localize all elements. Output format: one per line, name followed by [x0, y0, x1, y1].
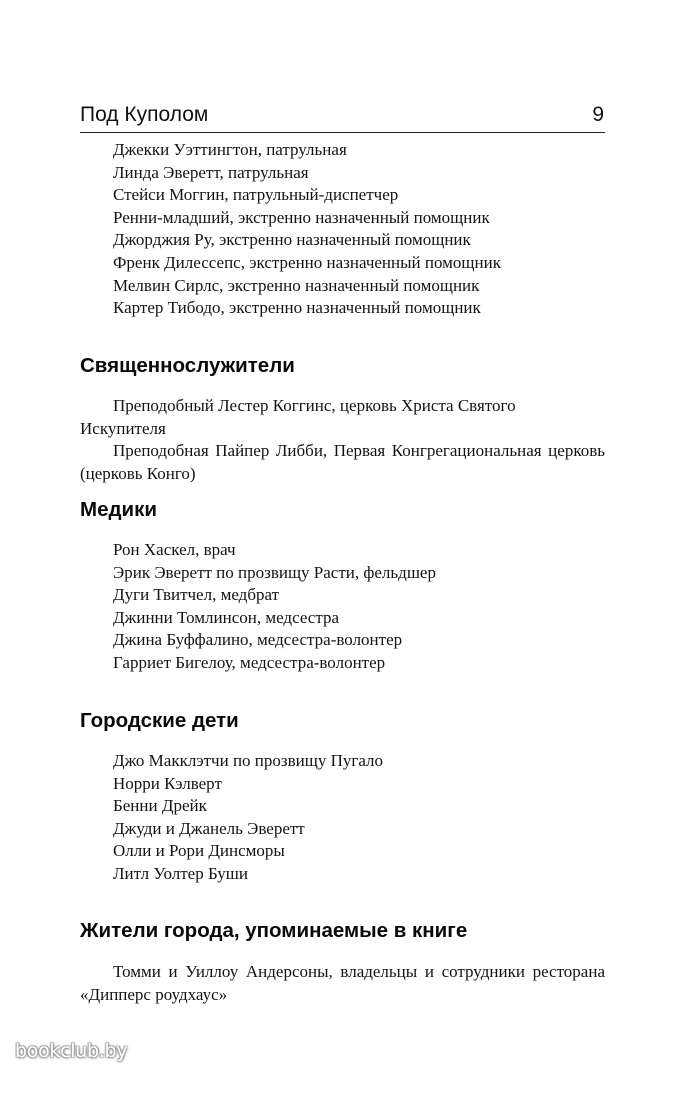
list-item: Джинни Томлинсон, медсестра [113, 607, 340, 627]
list-item: Линда Эверетт, патрульная [113, 162, 309, 182]
list-item: Джекки Уэттингтон, патрульная [113, 140, 347, 159]
list-item: Джо Макклэтчи по прозвищу Пугало [113, 751, 384, 770]
list-item: Преподобный Лестер Коггинс, церковь Христа Святого Искупителя [80, 396, 516, 438]
list-item: Джорджия Ру, экстренно назначенный помощник [113, 230, 471, 250]
medics-list [80, 539, 605, 675]
section-heading-clergy: Священнослужители [80, 354, 295, 377]
list-item: Стейси Моггин, патрульный-диспетчер [113, 185, 399, 205]
list-item: Рон Хаскел, врач [113, 540, 236, 559]
list-item: Преподобная Пайпер Либби, Первая Конгрегациональная церковь (церковь Конго) [80, 441, 605, 483]
list-item: Джина Буффалино, медсестра-волонтер [113, 630, 403, 650]
police-list [80, 139, 605, 320]
list-item: Джуди и Джанель Эверетт [113, 818, 305, 838]
list-item: Ренни-младший, экстренно назначенный помощник [113, 207, 490, 227]
town-kids-list [80, 750, 605, 886]
watermark: bookclub.by [15, 1040, 128, 1062]
list-item: Мелвин Сирлс, экстренно назначенный помощник [113, 275, 480, 295]
page-number: 9 [592, 103, 604, 126]
list-item: Олли и Рори Динсморы [113, 841, 285, 861]
list-item: Картер Тибодо, экстренно назначенный помощник [113, 298, 481, 318]
section-heading-town-kids: Городские дети [80, 709, 239, 732]
list-item: Норри Кэлверт [113, 773, 222, 793]
list-item: Френк Дилессепс, экстренно назначенный помощник [113, 252, 501, 272]
list-item: Томми и Уиллоу Андерсоны, владельцы и сотрудники ресторана «Дипперс роудхаус» [80, 962, 605, 1004]
townspeople-list [80, 961, 605, 1006]
list-item: Бенни Дрейк [113, 796, 207, 816]
section-heading-medics: Медики [80, 498, 157, 521]
clergy-list [80, 395, 605, 485]
section-heading-townspeople: Жители города, упоминаемые в книге [80, 919, 468, 942]
running-head [80, 100, 605, 133]
list-item: Литл Уолтер Буши [113, 863, 248, 883]
list-item: Гарриет Бигелоу, медсестра-волонтер [113, 652, 386, 672]
book-title: Под Куполом [80, 103, 209, 126]
book-page [80, 0, 605, 1105]
list-item: Дуги Твитчел, медбрат [113, 585, 279, 605]
list-item: Эрик Эверетт по прозвищу Расти, фельдшер [113, 562, 436, 582]
